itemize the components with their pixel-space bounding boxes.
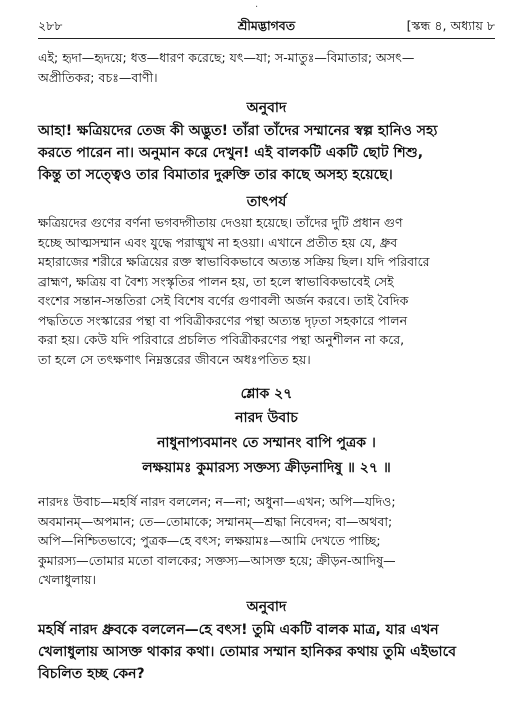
translation-line: কিন্তু তা সত্ত্বেও তার বিমাতার দুরুক্তি তার কাছে অসহ্য হয়েছে। <box>38 167 393 183</box>
synonyms-line: অপি—নিশ্চিতভাবে; পুত্রক—হে বৎস; লক্ষয়ামঃ—আমি দেখতে পাচ্ছি; <box>38 533 381 548</box>
purport-line: তা হলে সে তৎক্ষণাৎ নিম্নস্তরের জীবনে অধঃপতিত হয়। <box>38 351 311 367</box>
verse-line: লক্ষয়ামঃ কুমারস্য সক্তস্য ক্রীড়নাদিষু ॥ ২৭ ॥ <box>142 460 391 476</box>
synonyms-line: অপ্রীতিকর; বচঃ—বাণী। <box>38 69 158 85</box>
purport-heading: তাৎপর্য <box>246 194 287 210</box>
translation-heading: অনুবাদ <box>246 100 287 116</box>
synonyms-verse <box>38 492 495 590</box>
book-title: শ্রীমদ্ভাগবত <box>237 18 296 33</box>
purport-block <box>38 213 495 369</box>
purport-line: ব্রাহ্মণ, ক্ষত্রিয় বা বৈশ্য সংস্কৃতির পালন হয়, তা হলে স্বাভাবিকভাবেই সেই <box>38 273 394 289</box>
verse-line: নাধুনাপ্যবমানং তে সম্মানং বাপি পুত্রক । <box>157 435 376 451</box>
synonyms-line: কুমারস্য—তোমার মতো বালকের; সক্তস্য—আসক্ত হয়ে; ক্রীড়ন-আদিষু— <box>38 552 396 568</box>
synonyms-line: এই; হৃদা—হৃদয়ে; ধত্ত—ধারণ করেছে; যৎ—যা; স-মাতুঃ—বিমাতার; অসৎ— <box>38 50 415 65</box>
translation-line: আহা! ক্ষত্রিয়দের তেজ কী অদ্ভুত! তাঁরা তাঁদের সম্মানের স্বল্প হানিও সহ্য <box>38 123 438 139</box>
purport-line: পদ্ধতিতে সংস্কারের পন্থা বা পবিত্রীকরণের পন্থা অত্যন্ত দৃঢ়তা সহকারে পালন <box>38 312 408 328</box>
synonyms-line: অবমানম্—অপমান; তে—তোমাকে; সম্মানম্—শ্রদ্ধা নিবেদন; বা—অথবা; <box>38 513 393 529</box>
chapter-reference: [স্কন্ধ ৪, অধ্যায় ৮ <box>406 18 495 33</box>
translation-line: বিচলিত হচ্ছ কেন? <box>38 666 145 682</box>
translation-line: মহর্ষি নারদ ধ্রুবকে বললেন—হে বৎস! তুমি একটি বালক মাত্র, যার এখন <box>38 622 439 638</box>
running-header <box>38 16 495 39</box>
purport-line: করা হয়। কেউ যদি পরিবারে প্রচলিত পবিত্রীকরণের পন্থা অনুশীলন না করে, <box>38 332 405 347</box>
purport-line: মহারাজের শরীরে ক্ষত্রিয়ের রক্ত স্বাভাবিকভাবে অত্যন্ত সক্রিয় ছিল। যদি পরিবারে <box>38 254 430 269</box>
verse-speaker: নারদ উবাচ <box>235 410 298 426</box>
translation-heading: অনুবাদ <box>246 599 287 615</box>
synonyms-top <box>38 48 495 87</box>
purport-line: বংশের সন্তান-সন্ততিরা সেই বিশেষ বর্ণের গুণাবলী অর্জন করবে। তাই বৈদিক <box>38 293 409 308</box>
translation-block <box>38 120 495 186</box>
translation-line: খেলাধুলায় আসক্ত থাকার কথা। তোমার সম্মান হানিকর কথায় তুমি এইভাবে <box>38 644 457 660</box>
top-margin-mark: · <box>255 2 259 13</box>
translation-line: করতে পারেন না। অনুমান করে দেখুন! এই বালকটি একটি ছোট শিশু, <box>38 145 424 161</box>
synonyms-line: খেলাধুলায়। <box>38 572 96 587</box>
synonyms-line: নারদঃ উবাচ—মহর্ষি নারদ বললেন; ন—না; অধুনা—এখন; অপি—যদিও; <box>38 494 396 509</box>
translation-block <box>38 619 495 685</box>
purport-line: ক্ষত্রিয়দের গুণের বর্ণনা ভগবদ্গীতায় দেওয়া হয়েছে। তাঁদের দুটি প্রধান গুণ <box>38 215 403 230</box>
purport-line: হচ্ছে আত্মসম্মান এবং যুদ্ধে পরাঙ্মুখ না হওয়া। এখানে প্রতীত হয় যে, ধ্রুব <box>38 234 398 250</box>
verse-number: শ্লোক ২৭ <box>240 386 293 402</box>
page-number: ২৮৮ <box>38 18 63 33</box>
